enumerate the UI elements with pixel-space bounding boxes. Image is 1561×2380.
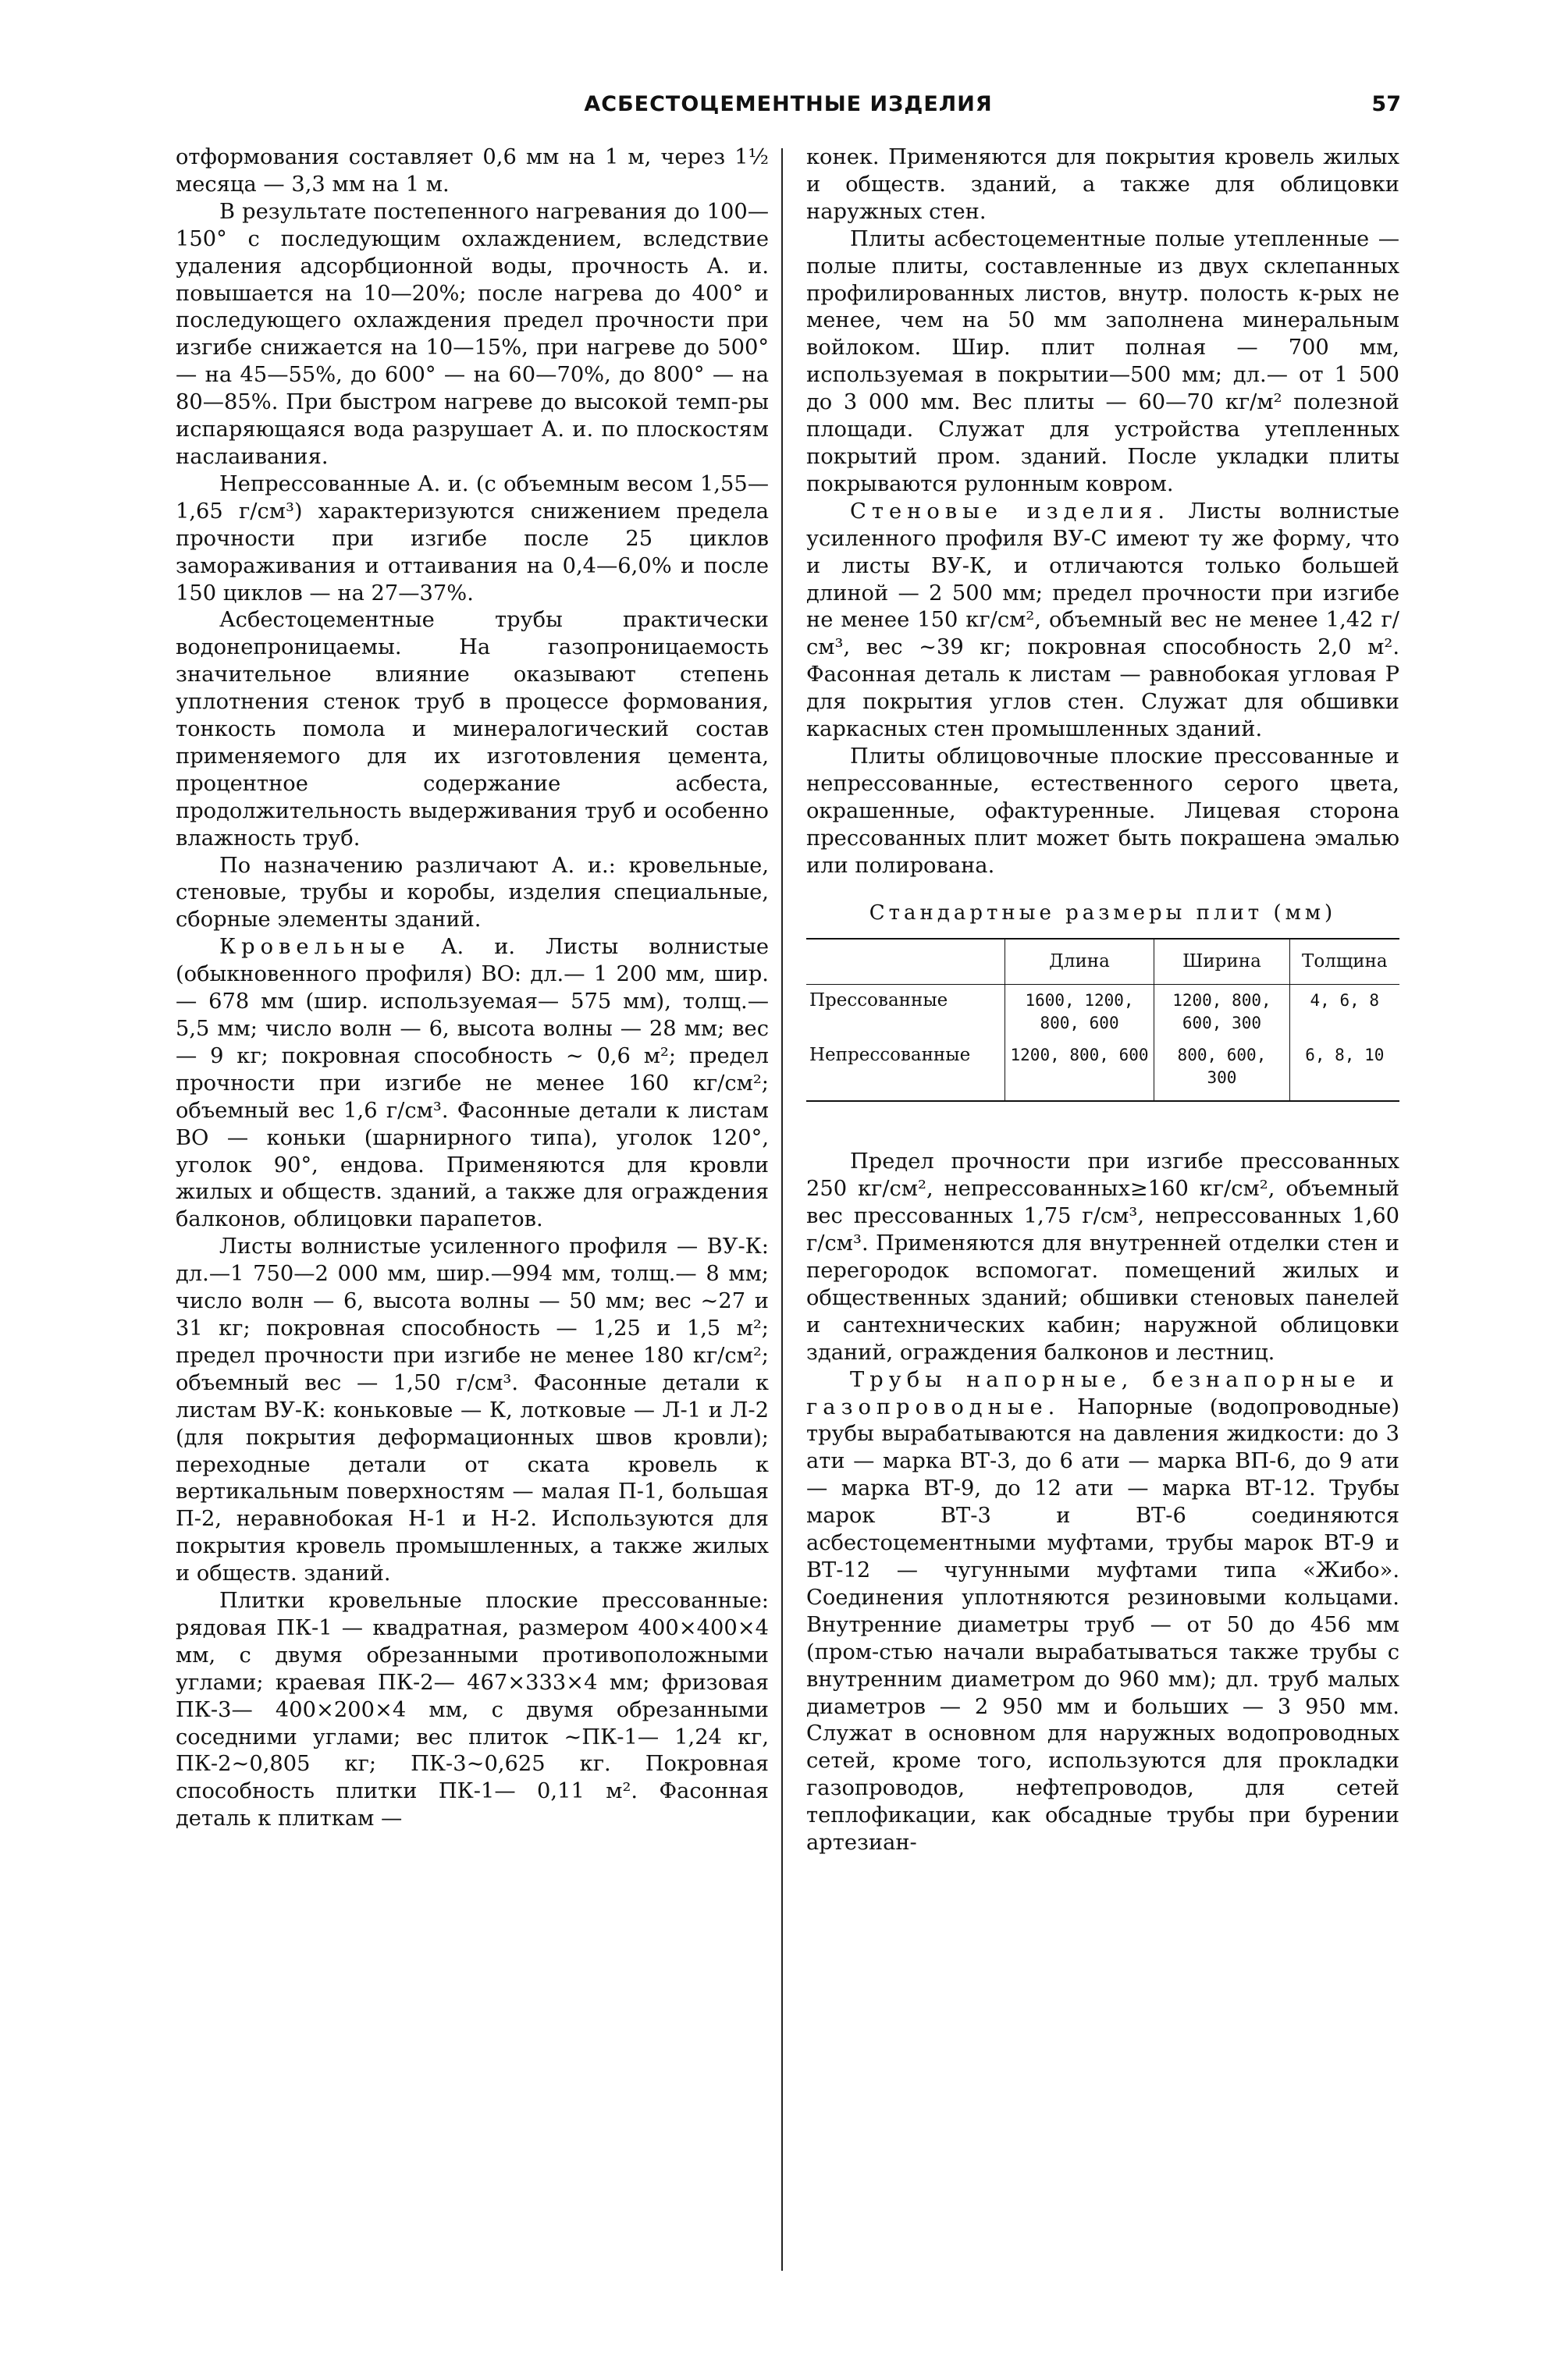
paragraph: Асбестоцементные трубы практически водонепроницаемы. На газопроницаемость значительное влияние оказывают степень уплотнения стенок труб в процессе формования, тонкость помола и минералогический состав применяемого для их изготовления цемента, процентное содержание асбеста, продолжительность выдерживания труб и особенно влажность труб. bbox=[176, 608, 769, 851]
table-cell: 6, 8, 10 bbox=[1289, 1039, 1399, 1101]
table-cell: 1200, 800, 600 bbox=[1005, 1039, 1154, 1101]
paragraph-text: Напорные (водопроводные) трубы вырабатываются на давления жидкости: до 3 ати — марка ВТ-3, до 6 ати — марка ВП-6, до 9 ати — марка ВТ-9, до 12 ати — марка ВТ-12. Трубы марок ВТ-3 и ВТ-6 соединяются асбестоцементными муфтами, трубы марок ВТ-9 и ВТ-12 — чугунными муфтами типа «Жибо». Соединения уплотняются резиновыми кольцами. Внутренние диаметры труб — от 50 до 456 мм (пром-стью начали вырабатываться также трубы с внутренним диаметром до 960 мм); дл. труб малых диаметров — 2 950 мм и больших — 3 950 мм. Служат в основном для наружных водопроводных сетей, кроме того, используются для прокладки газопроводов, нефтепроводов, для сетей теплофикации, как обсадные трубы при бурении артезиан- bbox=[806, 1394, 1399, 1856]
paragraph: Предел прочности при изгибе прессованных 250 кг/см², непрессованных≥160 кг/см², объемный вес прессованных 1,75 г/см³, непрессованных 1,60 г/см³. Применяются для внутренней отделки стен и перегородок вспомогат. помещений жилых и общественных зданий; обшивки стеновых панелей и сантехнических кабин; наружной облицовки зданий, ограждения балконов и лестниц. bbox=[806, 1149, 1399, 1365]
paragraph: Плитки кровельные плоские прессованные: рядовая ПК-1 — квадратная, размером 400×400×4 мм, с двумя обрезанными противоположными углами; краевая ПК-2— 467×333×4 мм; фризовая ПК-3— 400×200×4 мм, с двумя обрезанными соседними углами; вес плиток ~ПК-1— 1,24 кг, ПК-2~0,805 кг; ПК-3~0,625 кг. Покровная способность плитки ПК-1— 0,11 м². Фасонная деталь к плиткам — bbox=[176, 1589, 769, 1831]
table-header-cell: Толщина bbox=[1289, 939, 1399, 985]
paragraph-text: А. и. Листы волнистые (обыкновенного профиля) ВО: дл.— 1 200 мм, шир.— 678 мм (шир. используемая— 575 мм), толщ.— 5,5 мм; число волн — 6, высота волны — 28 мм; вес— 9 кг; покровная способность ~ 0,6 м²; предел прочности при изгибе не менее 160 кг/см²; объемный вес 1,6 г/см³. Фасонные детали к листам ВО — коньки (шарнирного типа), уголок 120°, уголок 90°, ендова. Применяются для кровли жилых и обществ. зданий, а также для ограждения балконов, облицовки парапетов. bbox=[176, 935, 769, 1232]
paragraph: Листы волнистые усиленного профиля — ВУ-К: дл.—1 750—2 000 мм, шир.—994 мм, толщ.— 8 мм; число волн — 6, высота волны — 50 мм; вес ~27 и 31 кг; покровная способность — 1,25 и 1,5 м²; предел прочности при изгибе не менее 180 кг/см²; объемный вес — 1,50 г/см³. Фасонные детали к листам ВУ-К: коньковые — К, лотковые — Л-1 и Л-2 (для покрытия деформационных швов кровли); переходные детали от ската кровель к вертикальным поверхностям — малая П-1, большая П-2, неравнобокая Н-1 и Н-2. Используются для покрытия кровель промышленных, а также жилых и обществ. зданий. bbox=[176, 1234, 769, 1586]
table-header-cell: Ширина bbox=[1154, 939, 1289, 985]
paragraph-wall-products bbox=[806, 499, 1399, 744]
table-cell: Непрессованные bbox=[809, 1045, 971, 1066]
table-cell: 800, 600, 300 bbox=[1154, 1039, 1289, 1101]
section-lead: Трубы напорные, безнапорные и газопроводные. bbox=[806, 1367, 1399, 1419]
paragraph: Непрессованные А. и. (с объемным весом 1,55—1,65 г/см³) характеризуются снижением предела прочности при изгибе после 25 циклов замораживания и оттаивания на 0,4—6,0% и после 150 циклов — на 27—37%. bbox=[176, 471, 769, 606]
page-header bbox=[176, 92, 1401, 123]
paragraph: конек. Применяются для покрытия кровель жилых и обществ. зданий, а также для облицовки наружных стен. bbox=[806, 145, 1399, 224]
table-caption: Стандартные размеры плит (мм) bbox=[869, 901, 1337, 925]
table-cell: 4, 6, 8 bbox=[1289, 985, 1399, 1040]
page-number: 57 bbox=[1371, 92, 1401, 116]
table-header-row bbox=[806, 939, 1399, 985]
sizes-table bbox=[806, 938, 1399, 1102]
column-divider bbox=[781, 148, 783, 2271]
paragraph-pipes bbox=[806, 1367, 1399, 1857]
table-header-cell: Длина bbox=[1005, 939, 1154, 985]
section-lead: Кровельные bbox=[219, 935, 411, 960]
table-cell: 1200, 800, 600, 300 bbox=[1154, 985, 1289, 1040]
paragraph: По назначению различают А. и.: кровельные, стеновые, трубы и коробы, изделия специальные, сборные элементы зданий. bbox=[176, 853, 769, 932]
table-cell: 1600, 1200, 800, 600 bbox=[1005, 985, 1154, 1040]
table-header-cell bbox=[806, 939, 1005, 985]
section-lead: Стеновые изделия. bbox=[850, 499, 1171, 524]
running-title: АСБЕСТОЦЕМЕНТНЫЕ ИЗДЕЛИЯ bbox=[584, 92, 993, 116]
paragraph: Плиты облицовочные плоские прессованные и непрессованные, естественного серого цвета, окрашенные, офактуренные. Лицевая сторона прессованных плит может быть покрашена эмалью или полирована. bbox=[806, 744, 1399, 878]
right-column bbox=[806, 144, 1399, 1857]
paragraph: отформования составляет 0,6 мм на 1 м, через 1½ месяца — 3,3 мм на 1 м. bbox=[176, 145, 769, 197]
paragraph-text: Листы волнистые усиленного профиля ВУ-С имеют ту же форму, что и листы ВУ-К, и отличаются только большей длиной — 2 500 мм; предел прочности при изгибе не менее 150 кг/см², объемный вес не менее 1,42 г/см³, вес ~39 кг; покровная способность 2,0 м². Фасонная деталь к листам — равнобокая угловая Р для покрытия углов стен. Служат для обшивки каркасных стен промышленных зданий. bbox=[806, 499, 1399, 742]
paragraph: В результате постепенного нагревания до 100—150° с последующим охлаждением, вследствие удаления адсорбционной воды, прочность А. и. повышается на 10—20%; после нагрева до 400° и последующего охлаждения предел прочности при изгибе снижается на 10—15%, при нагреве до 500° — на 45—55%, до 600° — на 60—70%, до 800° — на 80—85%. При быстром нагреве до высокой темп-ры испаряющаяся вода разрушает А. и. по плоскостям наслаивания. bbox=[176, 199, 769, 469]
paragraph: Плиты асбестоцементные полые утепленные — полые плиты, составленные из двух склепанных профилированных листов, внутр. полость к-рых не менее, чем на 50 мм заполнена минеральным войлоком. Шир. плит полная — 700 мм, используемая в покрытии—500 мм; дл.— от 1 500 до 3 000 мм. Вес плиты — 60—70 кг/м² полезной площади. Служат для устройства утепленных покрытий пром. зданий. После укладки плиты покрываются рулонным ковром. bbox=[806, 226, 1399, 496]
table-cell: Прессованные bbox=[809, 990, 948, 1011]
left-column bbox=[176, 144, 769, 1833]
paragraph-roofing bbox=[176, 934, 769, 1234]
table-row bbox=[806, 985, 1399, 1040]
table-row bbox=[806, 1039, 1399, 1101]
